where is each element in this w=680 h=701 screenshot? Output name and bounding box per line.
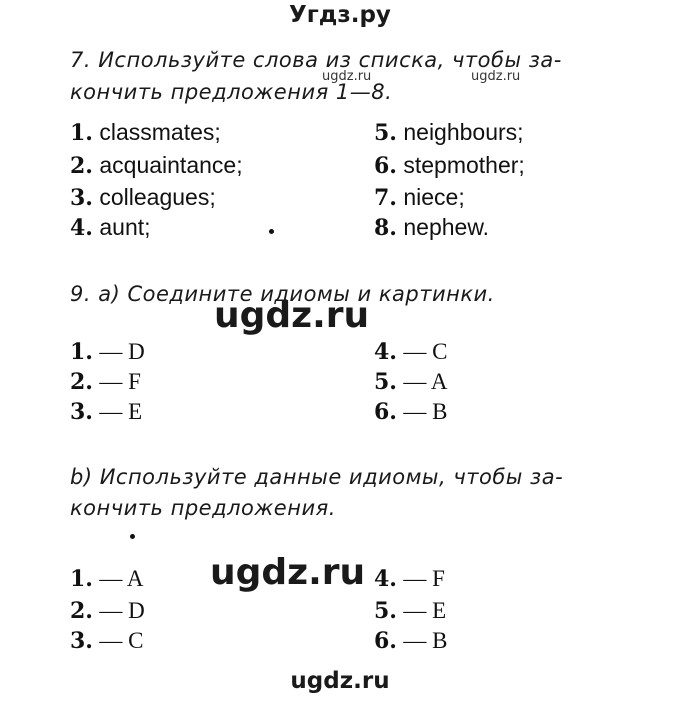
task7-instruction-line2: кончить предложения 1—8.	[70, 80, 393, 104]
list-item: 8. nephew.	[374, 214, 490, 241]
list-item: 4. — F	[374, 566, 445, 592]
list-item: 6. stepmother;	[374, 152, 525, 179]
watermark-small-2: ugdz.ru	[471, 69, 521, 84]
list-item: 5. neighbours;	[374, 119, 524, 146]
watermark-top: Угдз.ру	[289, 2, 391, 28]
list-item: 3. colleagues;	[70, 184, 216, 211]
watermark-small-1: ugdz.ru	[322, 69, 372, 84]
list-item: 4. — C	[374, 339, 448, 365]
stray-dot	[130, 534, 135, 539]
list-item: 2. — F	[70, 369, 141, 395]
list-item: 7. niece;	[374, 184, 465, 211]
watermark-lower: ugdz.ru	[210, 552, 366, 593]
list-item: 2. — D	[70, 598, 145, 624]
list-item: 3. — E	[70, 399, 143, 425]
watermark-middle: ugdz.ru	[214, 295, 370, 336]
stray-dot	[269, 229, 274, 234]
list-item: 1. — A	[70, 566, 144, 592]
list-item: 1. classmates;	[70, 119, 221, 146]
list-item: 6. — B	[374, 628, 448, 654]
list-item: 5. — E	[374, 598, 447, 624]
watermark-bottom: ugdz.ru	[290, 668, 390, 694]
task9a-instruction: 9. a) Соедините идиомы и картинки.	[70, 282, 495, 306]
list-item: 4. aunt;	[70, 214, 151, 241]
list-item: 3. — C	[70, 628, 144, 654]
list-item: 5. — A	[374, 369, 448, 395]
task9b-instruction-line1: b) Используйте данные идиомы, чтобы за-	[70, 465, 564, 489]
task9b-instruction-line2: кончить предложения.	[70, 496, 336, 520]
list-item: 2. acquaintance;	[70, 152, 243, 179]
task7-instruction-line1: 7. Используйте слова из списка, чтобы за-	[70, 48, 562, 72]
list-item: 1. — D	[70, 339, 145, 365]
list-item: 6. — B	[374, 399, 448, 425]
